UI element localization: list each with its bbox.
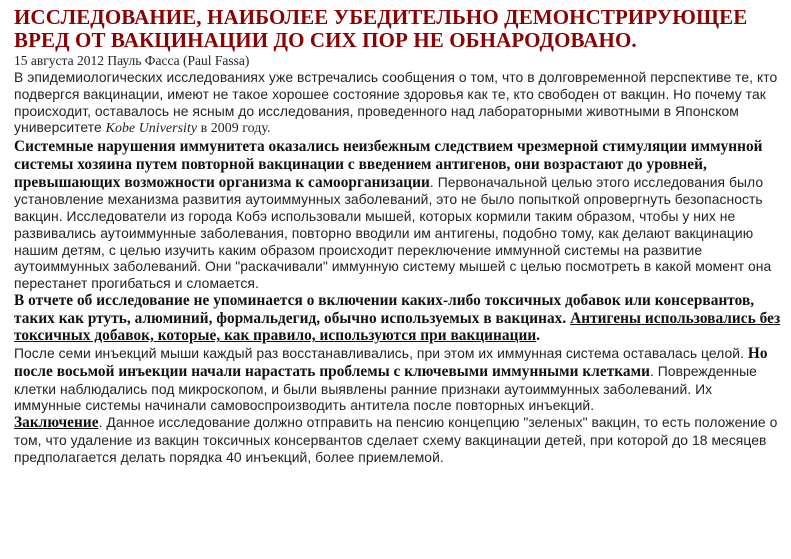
paragraph-no-additives: [14, 292, 781, 345]
antigens-underlined: Антигены использовались без токсичных добавок, которые, как правило, используются при вакцинации: [14, 309, 781, 345]
paragraph-intro: [14, 69, 781, 138]
paragraph-conclusion: [14, 414, 781, 465]
eighth-injection-bold: Но после восьмой инъекции начали нарастать проблемы с ключевыми иммунными клетками: [14, 345, 768, 380]
paragraph-immune-disruption: [14, 138, 781, 292]
conclusion-label: Заключение: [14, 414, 99, 431]
injections-rest: . Поврежденные клетки наблюдались под микроскопом, и были выявлены ранние признаки аутоиммунных заболеваний. Их иммунные системы начинали самовоспроизводить антитела после повторных инъекций.: [14, 362, 757, 414]
paragraph-injections: [14, 345, 781, 414]
article-byline: 15 августа 2012 Пауль Фасса (Paul Fassa): [14, 53, 250, 68]
no-additives-end: .: [536, 327, 541, 345]
no-additives-bold: В отчете об исследование не упоминается о включении каких-либо токсичных добавок или консервантов, таких как ртуть, алюминий, формальдегид, обычно используемых в вакцинах.: [14, 291, 755, 327]
article-title: ИССЛЕДОВАНИЕ, НАИБОЛЕЕ УБЕДИТЕЛЬНО ДЕМОНСТРИРУЮЩЕЕ ВРЕД ОТ ВАКЦИНАЦИИ ДО СИХ ПОР НЕ ОБНАРОДОВАНО.: [14, 5, 748, 52]
immune-disruption-text: . Первоначальной целью этого исследования было установление механизма развития аутоиммунных заболеваний, это не было попыткой опровергнуть безопасность вакцин. Исследователи из города Кобэ использовали мышей, которых кормили таким образом, чтобы у них не развивались аутоиммунные заболевания, повторно вводили им антигены, подобно тому, как делают вакцинацию нашим детям, с целью изучить каким образом происходит переключение иммунной системы на развитие аутоиммунных заболеваний. Они "раскачивали" иммунную систему мышей с целью посмотреть в какой момент она перестанет прогибаться и сломается.: [14, 173, 772, 291]
intro-text: В эпидемиологических исследованиях уже встречались сообщения о том, что в долговременной перспективе те, кто подвергся вакцинации, имеют не такое хорошее состояние здоровья как те, кто свободен от вакцин. Но почему так происходит, оставалось не ясным до исследования, проведенного над лабораторными животными в Японском университете: [14, 69, 778, 136]
article-body: [14, 69, 781, 465]
intro-end: в 2009 году.: [197, 121, 271, 137]
conclusion-text: . Данное исследование должно отправить на пенсию концепцию "зеленых" вакцин, то есть положение о том, что удаление из вакцин токсичных консервантов сделает схему вакцинации детей, при которой до 18 месяцев предполагается делать порядка 40 инъекций, более приемлемой.: [14, 414, 778, 465]
immune-disruption-bold: Системные нарушения иммунитета оказались неизбежным следствием чрезмерной стимуляции иммунной системы хозяина путем повторной вакцинации с введением антигенов, они возрастают до уровней, превышающих возможности организма к самоорганизации: [14, 138, 763, 191]
injections-text: После семи инъекций мыши каждый раз восстанавливались, при этом их иммунная система оставалась целой.: [14, 345, 748, 361]
university-name: Kobe University: [105, 121, 198, 137]
